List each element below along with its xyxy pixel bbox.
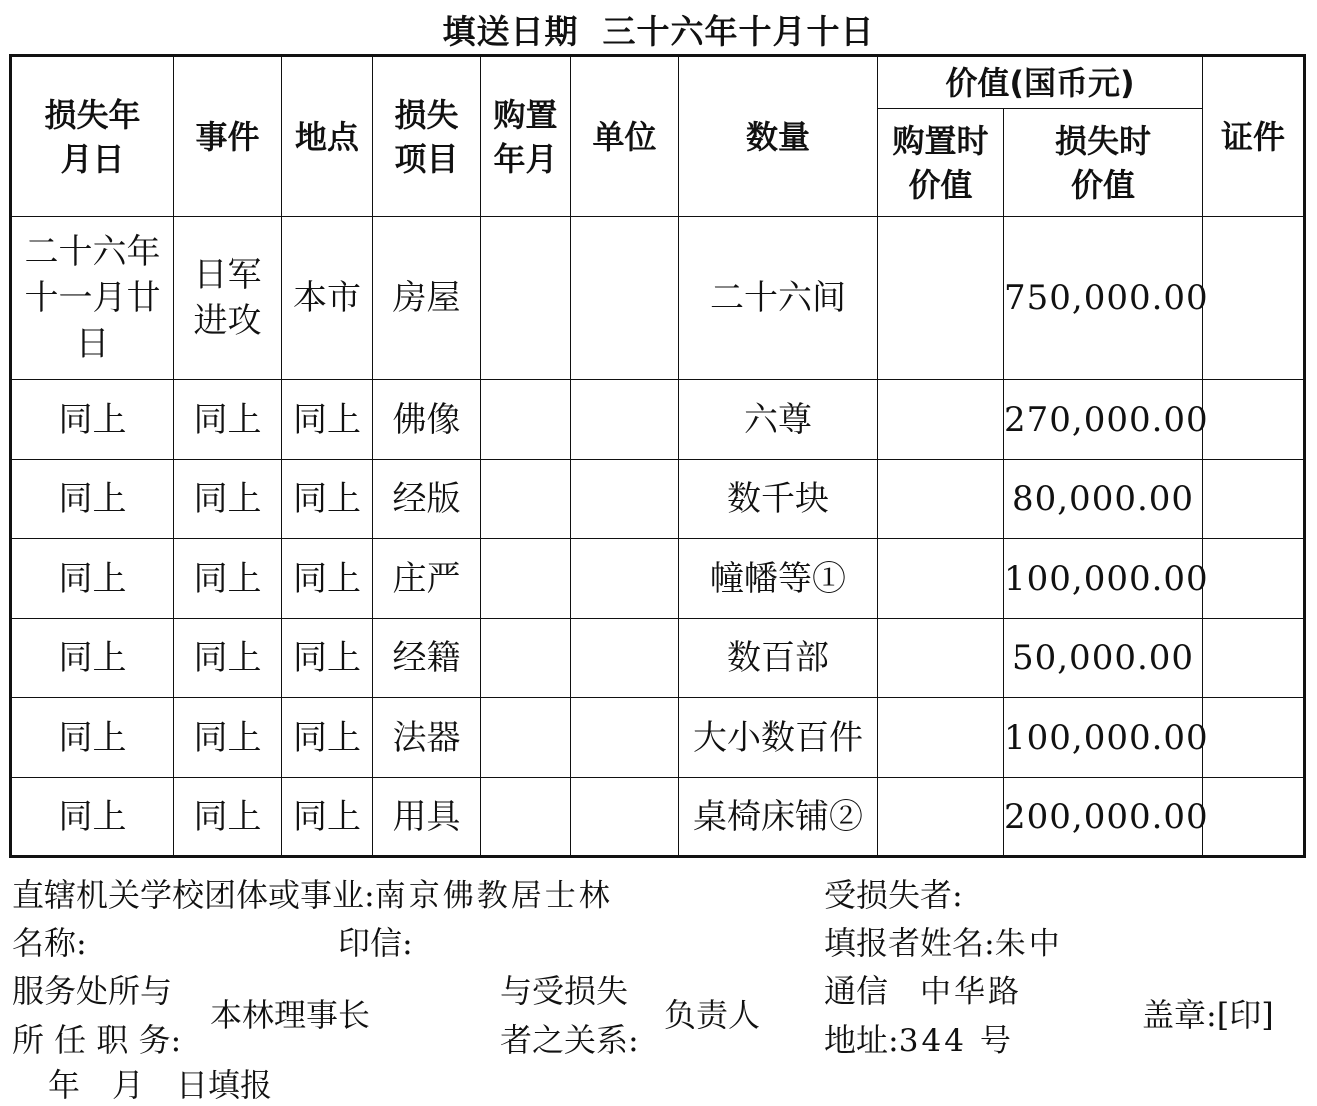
filing-date-label: 填送日期 [442,12,579,51]
header-value-purchase: 购置时价值 [878,109,1004,217]
cell-item: 法器 [373,698,481,778]
cell-loss-date: 同上 [11,698,174,778]
cell-value-purchase [878,698,1004,778]
seal-label: 印信: [338,924,413,962]
cell-place: 同上 [282,539,373,619]
cell-unit [571,778,679,857]
address-value-1: 中华路 [920,974,1023,1010]
cell-event: 同上 [174,619,282,698]
reporter-name: 朱中 [994,926,1063,962]
header-quantity: 数量 [679,56,878,217]
form-header [0,6,1317,53]
address-value-2: 344 号 [898,1023,1014,1059]
org-label: 直辖机关学校团体或事业: [12,876,375,914]
cell-value-purchase [878,380,1004,460]
cell-unit [571,380,679,460]
cell-event: 同上 [174,698,282,778]
relation-label-2: 者之关系: [500,1021,639,1059]
table-row [11,217,1305,380]
filled-date: 年 月 日填报 [48,1066,273,1104]
header-event: 事件 [174,56,282,217]
org-name-value: 南京佛教居士林 [374,878,613,914]
cell-loss-date: 同上 [11,619,174,698]
cell-event: 同上 [174,380,282,460]
cell-evidence [1203,619,1305,698]
cell-item: 佛像 [373,380,481,460]
cell-unit [571,217,679,380]
cell-value-purchase [878,460,1004,539]
cell-unit [571,460,679,539]
cell-place: 同上 [282,698,373,778]
cell-purchase-date [481,778,571,857]
loss-table [9,54,1306,858]
cell-purchase-date [481,619,571,698]
header-place: 地点 [282,56,373,217]
cell-loss-date: 二十六年十一月廿日 [11,217,174,380]
cell-event: 同上 [174,460,282,539]
cell-evidence [1203,460,1305,539]
cell-value-loss: 750,000.00 [1004,217,1203,380]
cell-event: 同上 [174,778,282,857]
org-label-2: 名称: [12,924,87,962]
cell-unit [571,539,679,619]
cell-value-loss: 270,000.00 [1004,380,1203,460]
header-value-loss: 损失时价值 [1004,109,1203,217]
cell-item: 房屋 [373,217,481,380]
cell-value-purchase [878,539,1004,619]
table-row [11,380,1305,460]
reporter-line [824,918,1063,964]
cell-evidence [1203,698,1305,778]
header-loss-date: 损失年月日 [11,56,174,217]
address-line-1 [824,966,1022,1012]
table-row [11,698,1305,778]
cell-purchase-date [481,217,571,380]
cell-place: 本市 [282,217,373,380]
header-evidence: 证件 [1203,56,1305,217]
cell-loss-date: 同上 [11,380,174,460]
cell-purchase-date [481,539,571,619]
cell-value-loss: 50,000.00 [1004,619,1203,698]
cell-quantity: 六尊 [679,380,878,460]
relation-value: 负责人 [664,996,761,1034]
cell-value-purchase [878,619,1004,698]
table-row [11,619,1305,698]
cell-place: 同上 [282,619,373,698]
cell-quantity: 二十六间 [679,217,878,380]
relation-label-1: 与受损失 [500,972,629,1010]
cell-quantity: 数百部 [679,619,878,698]
cell-quantity: 幢幡等① [679,539,878,619]
table-row [11,460,1305,539]
cell-item: 用具 [373,778,481,857]
header-purchase-date: 购置年月 [481,56,571,217]
cell-value-purchase [878,778,1004,857]
post-label-1: 服务处所与 [12,972,173,1010]
table-row [11,778,1305,857]
cell-item: 庄严 [373,539,481,619]
cell-evidence [1203,778,1305,857]
header-value-group: 价值(国币元) [878,56,1203,109]
cell-place: 同上 [282,380,373,460]
filing-date-value: 三十六年十月十日 [602,12,875,51]
stamp-label: 盖章: [1142,996,1217,1034]
cell-quantity: 大小数百件 [679,698,878,778]
cell-purchase-date [481,380,571,460]
stamp-line [1142,990,1274,1036]
cell-unit [571,619,679,698]
victim-label: 受损失者: [824,876,963,914]
header-unit: 单位 [571,56,679,217]
cell-place: 同上 [282,778,373,857]
cell-evidence [1203,217,1305,380]
cell-value-loss: 200,000.00 [1004,778,1203,857]
address-line-2 [824,1015,1014,1061]
reporter-label: 填报者姓名: [824,924,995,962]
cell-value-loss: 80,000.00 [1004,460,1203,539]
address-label-1: 通信 [824,972,889,1010]
cell-evidence [1203,539,1305,619]
cell-value-loss: 100,000.00 [1004,539,1203,619]
cell-value-purchase [878,217,1004,380]
cell-purchase-date [481,698,571,778]
stamp-value: [印] [1216,996,1274,1034]
cell-value-loss: 100,000.00 [1004,698,1203,778]
cell-item: 经版 [373,460,481,539]
org-name-line-1 [12,870,613,916]
cell-item: 经籍 [373,619,481,698]
table-row [11,539,1305,619]
post-label-2: 所 任 职 务: [12,1021,182,1059]
cell-loss-date: 同上 [11,460,174,539]
cell-quantity: 数千块 [679,460,878,539]
cell-evidence [1203,380,1305,460]
header-loss-item: 损失项目 [373,56,481,217]
post-value: 本林理事长 [210,996,371,1034]
cell-event: 同上 [174,539,282,619]
cell-place: 同上 [282,460,373,539]
cell-loss-date: 同上 [11,539,174,619]
cell-purchase-date [481,460,571,539]
cell-loss-date: 同上 [11,778,174,857]
address-label-2: 地址: [824,1021,899,1059]
cell-unit [571,698,679,778]
cell-event: 日军进攻 [174,217,282,380]
cell-quantity: 桌椅床铺② [679,778,878,857]
